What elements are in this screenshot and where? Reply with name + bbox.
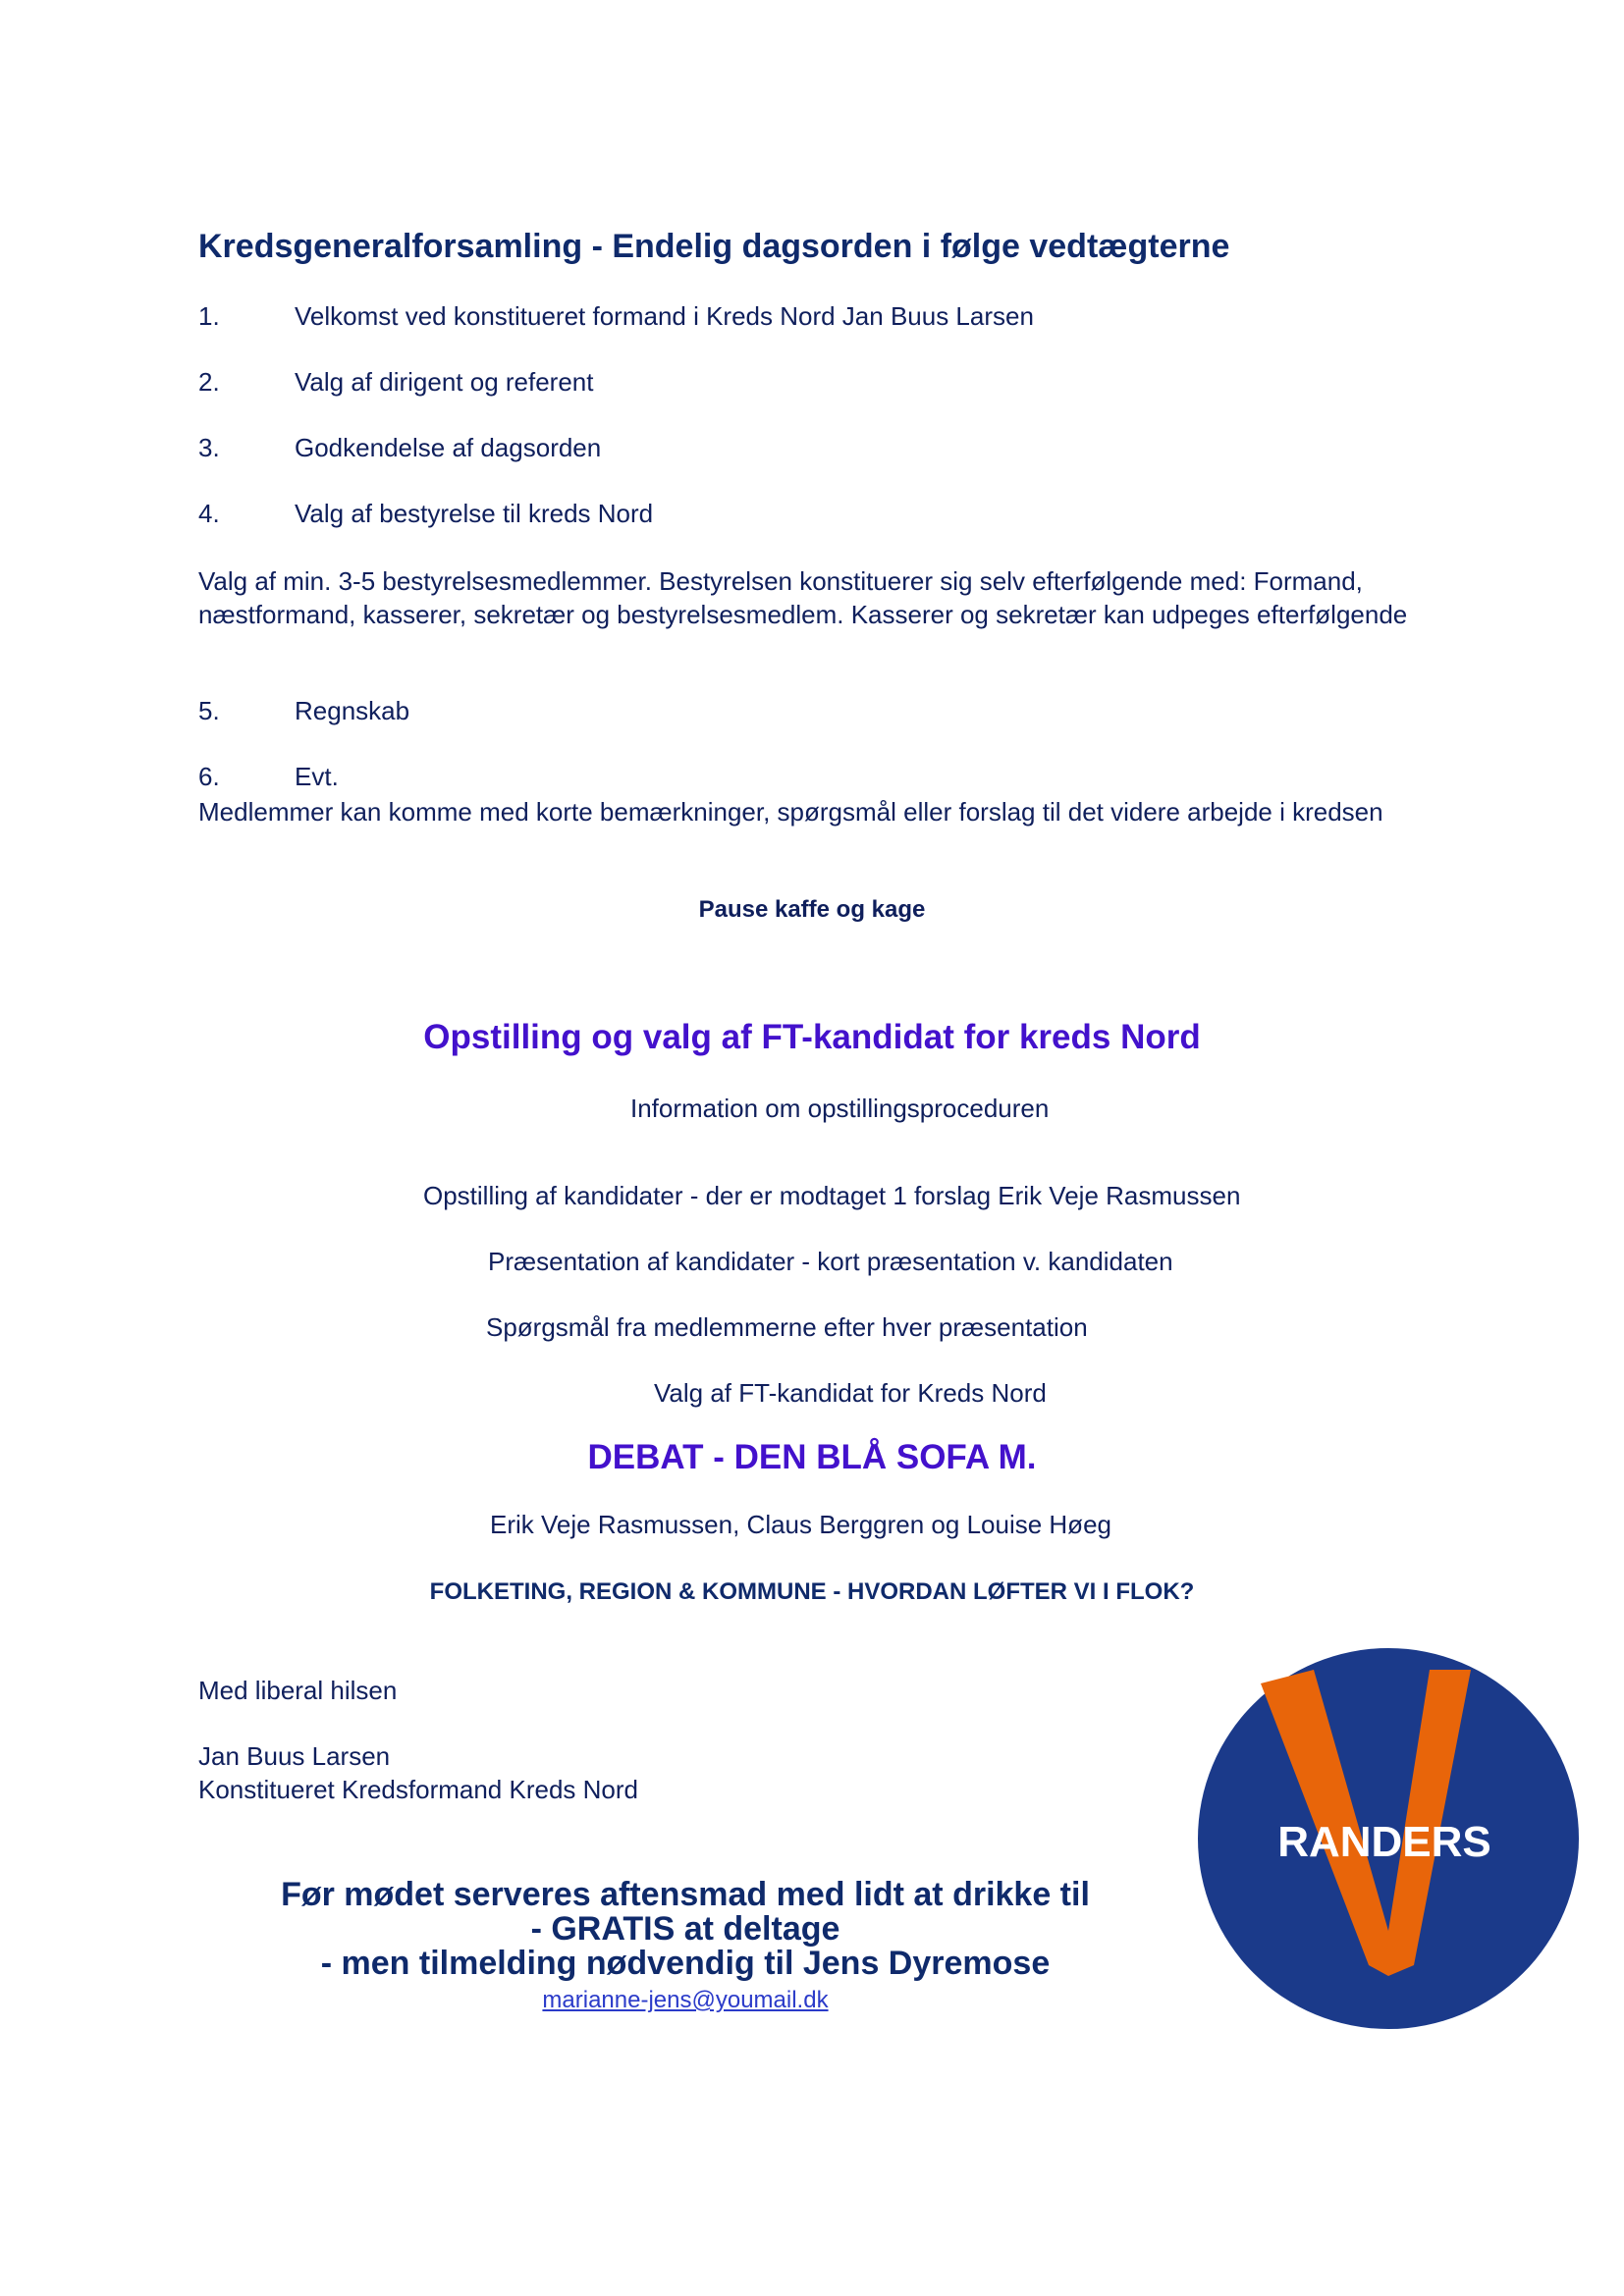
agenda-item-text: Godkendelse af dagsorden <box>295 433 602 462</box>
agenda-item-2 <box>198 367 593 398</box>
dinner-notice-line: Før mødet serveres aftensmad med lidt at drikke til <box>281 1876 1090 1913</box>
agenda-item-text: Velkomst ved konstitueret formand i Kreds Nord Jan Buus Larsen <box>295 301 1034 331</box>
agenda-item-3 <box>198 433 601 463</box>
randers-logo-graphic <box>1196 1646 1581 2031</box>
candidate-title: Opstilling og valg af FT-kandidat for kreds Nord <box>423 1018 1201 1056</box>
agenda-item-5 <box>198 696 409 726</box>
signature-role: Konstitueret Kredsformand Kreds Nord <box>198 1775 638 1804</box>
signature-name: Jan Buus Larsen <box>198 1741 391 1771</box>
agenda-item-4 <box>198 499 653 529</box>
agenda-item-text: Valg af dirigent og referent <box>295 367 594 397</box>
agenda-item-number: 6. <box>198 762 220 791</box>
debate-title: DEBAT - DEN BLÅ SOFA M. <box>587 1438 1037 1476</box>
board-election-note: Valg af min. 3-5 bestyrelsesmedlemmer. Bestyrelsen konstituerer sig selv efterfølgende med: Formand, næstformand, kasserer, sekretær og bestyrelsesmedlem. Kasserer og sekretær kan udpeges efterfølgende <box>198 566 1408 629</box>
agenda-item-number: 4. <box>198 499 220 528</box>
candidate-info-line: Information om opstillingsproceduren <box>630 1094 1050 1123</box>
agenda-item-text: Evt. <box>295 762 339 791</box>
agenda-item-6 <box>198 762 339 792</box>
members-note: Medlemmer kan komme med korte bemærkninger, spørgsmål eller forslag til det videre arbejde i kredsen <box>198 797 1383 827</box>
agenda-item-text: Regnskab <box>295 696 410 725</box>
candidate-info-line: Spørgsmål fra medlemmerne efter hver præsentation <box>486 1312 1088 1342</box>
debate-topic: FOLKETING, REGION & KOMMUNE - HVORDAN LØFTER VI I FLOK? <box>429 1578 1195 1605</box>
candidate-info-line: Valg af FT-kandidat for Kreds Nord <box>654 1378 1047 1408</box>
agenda-item-text: Valg af bestyrelse til kreds Nord <box>295 499 654 528</box>
agenda-item-number: 5. <box>198 696 220 725</box>
dinner-notice-line: - men tilmelding nødvendig til Jens Dyremose <box>320 1945 1051 1982</box>
agenda-item-number: 3. <box>198 433 220 462</box>
dinner-notice <box>165 1878 1206 1981</box>
agenda-title: Kredsgeneralforsamling - Endelig dagsorden i følge vedtægterne <box>198 228 1230 265</box>
randers-logo <box>1196 1646 1581 2031</box>
dinner-notice-line: - GRATIS at deltage <box>530 1910 840 1948</box>
logo-text: RANDERS <box>1277 1818 1491 1866</box>
debate-participants: Erik Veje Rasmussen, Claus Berggren og Louise Høeg <box>490 1510 1111 1539</box>
agenda-item-number: 2. <box>198 367 220 397</box>
agenda-item-number: 1. <box>198 301 220 331</box>
agenda-item-1 <box>198 301 1034 332</box>
pause-text: Pause kaffe og kage <box>698 896 926 923</box>
candidate-info-line: Opstilling af kandidater - der er modtaget 1 forslag Erik Veje Rasmussen <box>423 1181 1241 1210</box>
candidate-info-line: Præsentation af kandidater - kort præsentation v. kandidaten <box>488 1247 1173 1276</box>
email-link[interactable]: marianne-jens@youmail.dk <box>542 1987 829 2013</box>
signature-greeting: Med liberal hilsen <box>198 1676 398 1705</box>
